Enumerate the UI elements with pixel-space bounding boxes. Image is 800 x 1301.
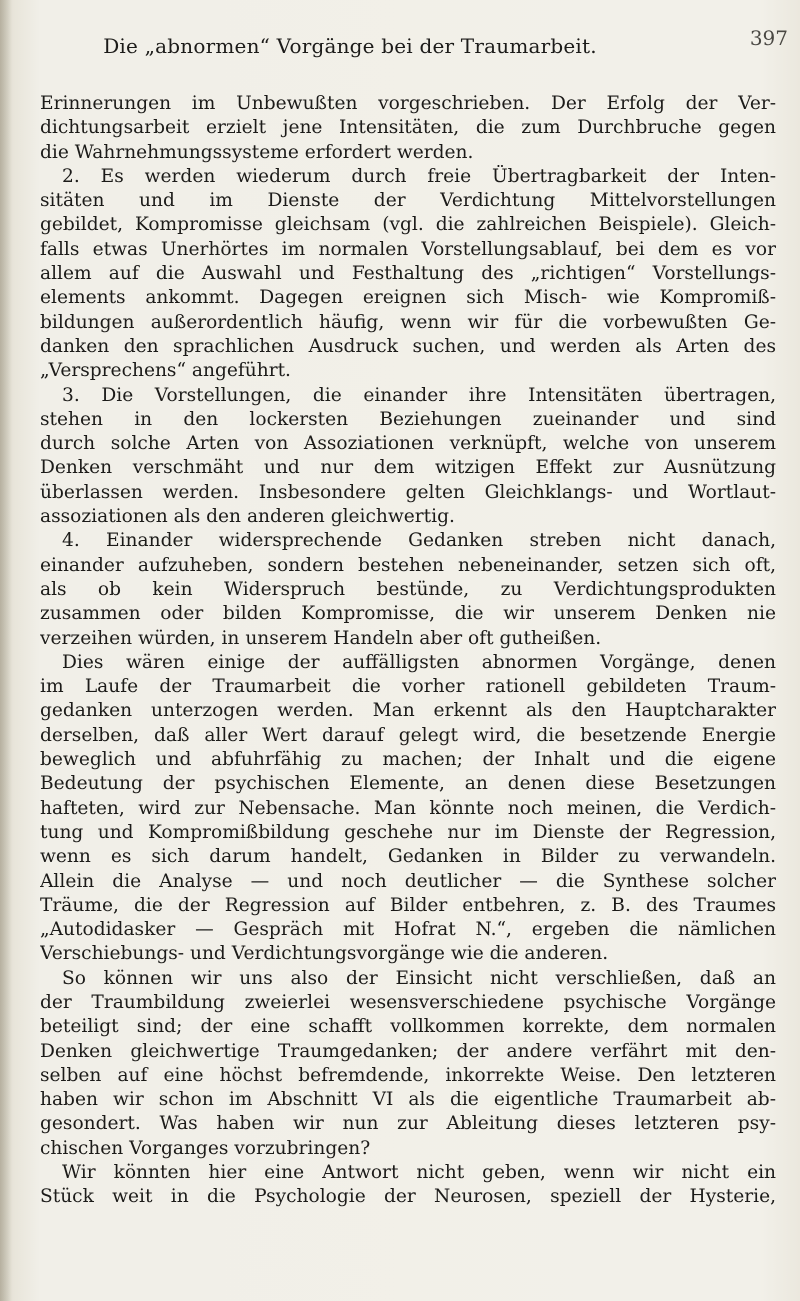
text-line: Stück weit in die Psychologie der Neurosen, speziell der Hysterie,	[40, 1186, 776, 1208]
text-line: derselben, daß aller Wert darauf gelegt wird, die besetzende Energie	[40, 724, 776, 746]
text-line: gedanken unterzogen werden. Man erkennt als den Hauptcharakter	[40, 700, 776, 722]
text-line: Verschiebungs- und Verdichtungsvorgänge wie die anderen.	[40, 943, 609, 965]
text-line: 2. Es werden wiederum durch freie Übertragbarkeit der Inten-	[62, 165, 776, 187]
text-line: Dies wären einige der auffälligsten abnormen Vorgänge, denen	[62, 651, 776, 673]
text-line: die Wahrnehmungssysteme erfordert werden.	[40, 141, 474, 163]
text-line: stehen in den lockersten Beziehungen zueinander und sind	[40, 408, 776, 430]
text-line: 3. Die Vorstellungen, die einander ihre Intensitäten übertragen,	[62, 384, 776, 406]
text-line: bildungen außerordentlich häufig, wenn wir für die vorbewußten Ge-	[40, 311, 776, 333]
text-line: einander aufzuheben, sondern bestehen nebeneinander, setzen sich oft,	[40, 554, 776, 576]
text-line: selben auf eine höchst befremdende, inkorrekte Weise. Den letzteren	[40, 1064, 776, 1086]
page-number: 397	[749, 26, 788, 50]
binding-shadow	[0, 0, 12, 1301]
text-line: haben wir schon im Abschnitt VI als die eigentliche Traumarbeit ab-	[40, 1089, 776, 1111]
text-line: im Laufe der Traumarbeit die vorher rationell gebildeten Traum-	[40, 676, 776, 698]
text-line: Denken verschmäht und nur dem witzigen Effekt zur Ausnützung	[40, 457, 776, 479]
text-line: gesondert. Was haben wir nun zur Ableitung dieses letzteren psy-	[40, 1113, 776, 1135]
text-line: Wir könnten hier eine Antwort nicht geben, wenn wir nicht ein	[62, 1162, 776, 1184]
text-line: tung und Kompromißbildung geschehe nur im Dienste der Regression,	[40, 821, 776, 843]
running-title: Die „abnormen“ Vorgänge bei der Traumarbeit.	[103, 34, 597, 58]
text-line: durch solche Arten von Assoziationen verknüpft, welche von unserem	[40, 433, 776, 455]
text-line: „Autodidasker — Gespräch mit Hofrat N.“, ergeben die nämlichen	[40, 919, 776, 941]
body-text	[40, 92, 776, 1210]
text-line: Allein die Analyse — und noch deutlicher — die Synthese solcher	[40, 870, 776, 892]
text-line: assoziationen als den anderen gleichwertig.	[40, 506, 455, 528]
text-line: falls etwas Unerhörtes im normalen Vorstellungsablauf, bei dem es vor	[40, 238, 776, 260]
text-line: wenn es sich darum handelt, Gedanken in Bilder zu verwandeln.	[40, 846, 776, 868]
text-line: Erinnerungen im Unbewußten vorgeschrieben. Der Erfolg der Ver-	[40, 93, 776, 114]
text-line: der Traumbildung zweierlei wesensverschiedene psychische Vorgänge	[40, 991, 776, 1013]
text-line: danken den sprachlichen Ausdruck suchen, und werden als Arten des	[40, 335, 776, 357]
text-line: So können wir uns also der Einsicht nicht verschließen, daß an	[62, 967, 776, 989]
text-line: beteiligt sind; der eine schafft vollkommen korrekte, dem normalen	[40, 1016, 776, 1038]
text-line: allem auf die Auswahl und Festhaltung des „richtigen“ Vorstellungs-	[40, 263, 776, 285]
text-line: zusammen oder bilden Kompromisse, die wir unserem Denken nie	[40, 603, 776, 625]
text-line: hafteten, wird zur Nebensache. Man könnte noch meinen, die Verdich-	[40, 797, 776, 819]
text-line: als ob kein Widerspruch bestünde, zu Verdichtungsprodukten	[40, 578, 776, 600]
text-line: 4. Einander widersprechende Gedanken streben nicht danach,	[62, 530, 776, 552]
text-line: sitäten und im Dienste der Verdichtung Mittelvorstellungen	[40, 190, 776, 212]
text-line: dichtungsarbeit erzielt jene Intensitäten, die zum Durchbruche gegen	[40, 117, 776, 139]
text-line: chischen Vorganges vorzubringen?	[40, 1137, 371, 1159]
text-line: beweglich und abfuhrfähig zu machen; der Inhalt und die eigene	[40, 749, 776, 771]
text-line: „Versprechens“ angeführt.	[40, 360, 291, 382]
text-line: Denken gleichwertige Traumgedanken; der andere verfährt mit den-	[40, 1040, 776, 1062]
text-line: überlassen werden. Insbesondere gelten Gleichklangs- und Wortlaut-	[40, 481, 776, 503]
text-line: Bedeutung der psychischen Elemente, an denen diese Besetzungen	[40, 773, 776, 795]
text-line: elements ankommt. Dagegen ereignen sich Misch- wie Kompromiß-	[40, 287, 776, 309]
running-head	[40, 26, 800, 64]
text-line: Träume, die der Regression auf Bilder entbehren, z. B. des Traumes	[40, 894, 776, 916]
text-line: gebildet, Kompromisse gleichsam (vgl. die zahlreichen Beispiele). Gleich-	[40, 214, 776, 236]
text-line: verzeihen würden, in unserem Handeln aber oft gutheißen.	[40, 627, 602, 649]
